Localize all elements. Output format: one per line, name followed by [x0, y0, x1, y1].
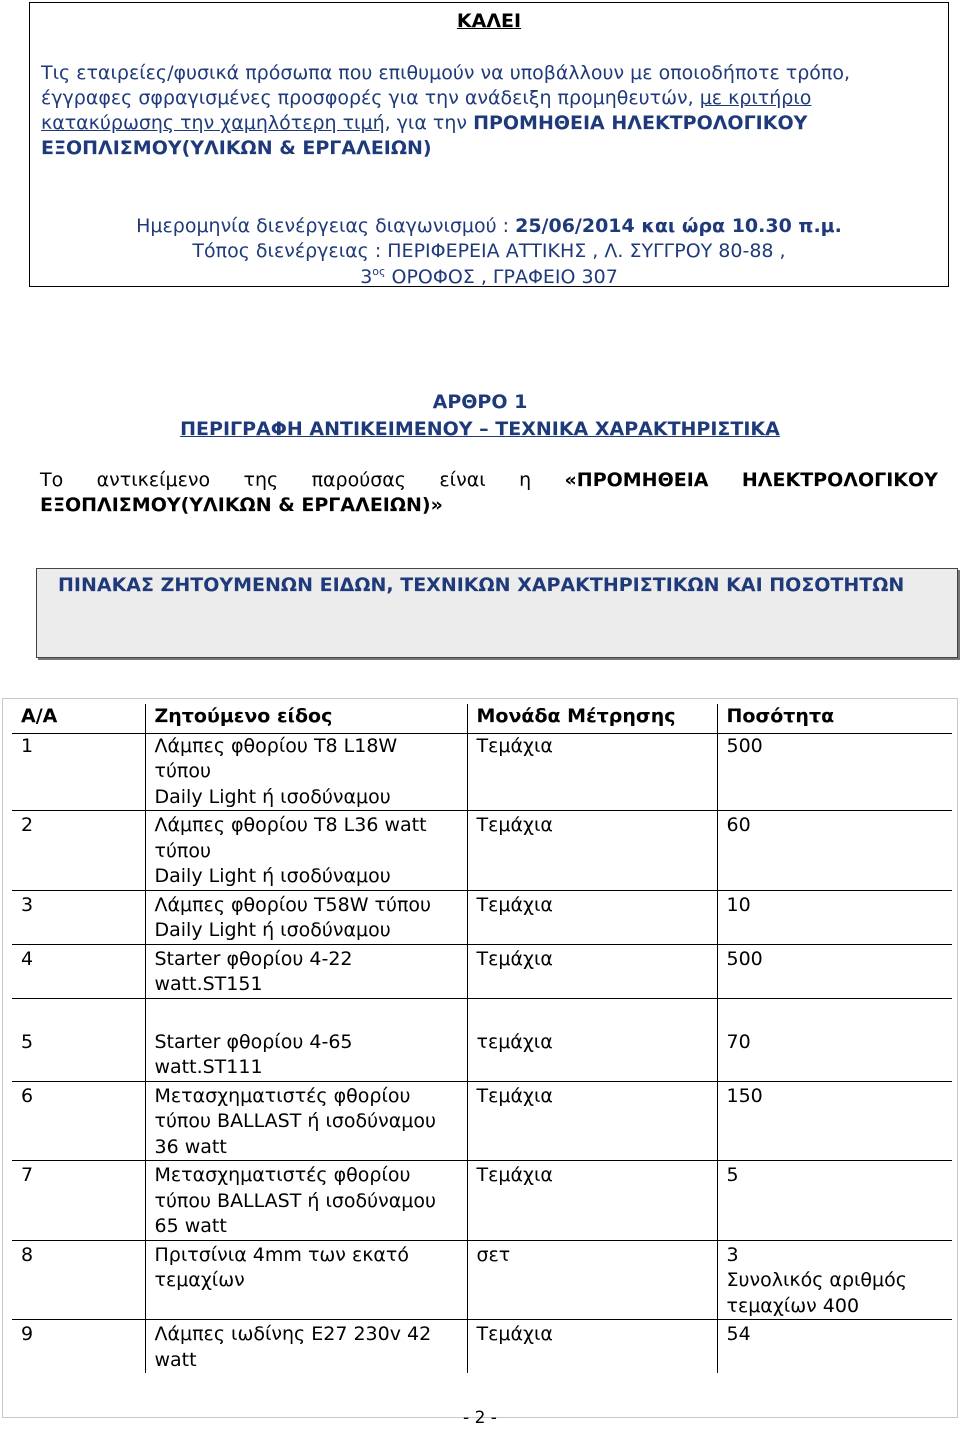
cell-unit: Τεμάχια [467, 1161, 717, 1241]
items-table-banner-title: ΠΙΝΑΚΑΣ ΖΗΤΟΥΜΕΝΩΝ ΕΙΔΩΝ, ΤΕΧΝΙΚΩΝ ΧΑΡΑΚΤΗΡΙΣΤΙΚΩΝ ΚΑΙ ΠΟΣΟΤΗΤΩΝ [58, 574, 905, 596]
subject-word: αντικείμενο [96, 469, 211, 491]
subject-word: Το [40, 469, 64, 491]
subject-sentence-line-1 [40, 468, 938, 493]
intro-text: Τις εταιρείες/φυσικά πρόσωπα που επιθυμούν να υποβάλλουν με οποιοδήποτε τρόπο, έγγραφες σφραγισμένες προσφορές για την ανάδειξη προμηθευτών, [41, 62, 851, 109]
cell-item: Λάμπες φθορίου T58W τύπου Daily Light ή ισοδύναμου [145, 890, 467, 944]
subject-word: η [519, 469, 532, 491]
column-header-unit: Μονάδα Μέτρησης [467, 704, 717, 733]
award-criterion: με κριτήριο κατακύρωσης την χαμηλότερη τιμή [41, 87, 812, 134]
cell-quantity: 10 [717, 890, 952, 944]
cell-aa: 2 [12, 811, 145, 891]
cell-aa: 4 [12, 944, 145, 998]
items-table-header-row [12, 704, 952, 733]
article-heading: ΠΕΡΙΓΡΑΦΗ ΑΝΤΙΚΕΙΜΕΝΟΥ – ΤΕΧΝΙΚΑ ΧΑΡΑΚΤΗΡΙΣΤΙΚΑ [180, 418, 780, 440]
cell-unit: Τεμάχια [467, 811, 717, 891]
cell-aa: 1 [21, 734, 34, 757]
floor-ordinal-suffix: ος [372, 265, 386, 278]
cell-aa: 3 [12, 890, 145, 944]
cell-quantity: 500 [717, 944, 952, 998]
article-number: ΑΡΘΡΟ 1 [432, 391, 528, 413]
cell-aa: 8 [12, 1240, 145, 1320]
cell-quantity: 3 Συνολικός αριθμός τεμαχίων 400 [717, 1240, 952, 1320]
tender-date-line [30, 214, 948, 239]
cell-aa: 7 [12, 1161, 145, 1241]
procurement-subject: ΠΡΟΜΗΘΕΙΑ ΗΛΕΚΤΡΟΛΟΓΙΚΟΥ ΕΞΟΠΛΙΣΜΟΥ(ΥΛΙΚΩΝ & ΕΡΓΑΛΕΙΩΝ) [41, 112, 808, 159]
tender-date-label: Ημερομηνία διενέργειας διαγωνισμού : [136, 215, 516, 237]
page-number: - 2 - [463, 1408, 497, 1428]
cell-item: Πριτσίνια 4mm των εκατό τεμαχίων [145, 1240, 467, 1320]
cell-item: Starter φθορίου 4-22 watt.ST151 [145, 944, 467, 998]
table-row [12, 1320, 952, 1374]
table-row [12, 811, 952, 891]
cell-quantity: 60 [717, 811, 952, 891]
subject-word: είναι [439, 469, 486, 491]
cell-item: Μετασχηματιστές φθορίου τύπου BALLAST ή ισοδύναμου 36 watt [145, 1081, 467, 1161]
cell-item: Starter φθορίου 4-65 watt.ST111 [145, 998, 467, 1081]
cell-item: Λάμπες φθορίου Τ8 L18W τύπου Daily Light ή ισοδύναμου [145, 733, 467, 811]
table-row [12, 998, 952, 1081]
table-row [12, 944, 952, 998]
floor-number: 3 [360, 266, 373, 288]
cell-unit: Τεμάχια [467, 1081, 717, 1161]
table-row [12, 890, 952, 944]
subject-bold-word: ΗΛΕΚΤΡΟΛΟΓΙΚΟΥ [741, 469, 938, 491]
tender-floor-office [30, 265, 948, 290]
cell-quantity: 5 [717, 1161, 952, 1241]
cell-unit: τεμάχια [467, 998, 717, 1081]
cell-quantity: 150 [717, 1081, 952, 1161]
items-table-banner [36, 568, 958, 658]
subject-bold-word: «ΠΡΟΜΗΘΕΙΑ [564, 469, 709, 491]
column-header-quantity: Ποσότητα [717, 704, 952, 733]
floor-office-text: ΟΡΟΦΟΣ , ΓΡΑΦΕΙΟ 307 [385, 266, 618, 288]
cell-item: Λάμπες ιωδίνης Ε27 230v 42 watt [145, 1320, 467, 1374]
cell-quantity: 70 [717, 998, 952, 1081]
cell-unit: Τεμάχια [467, 944, 717, 998]
items-table [12, 704, 952, 1373]
subject-word: της [243, 469, 279, 491]
cell-unit: σετ [467, 1240, 717, 1320]
column-header-item: Ζητούμενο είδος [145, 704, 467, 733]
cell-unit: Τεμάχια [467, 890, 717, 944]
cell-aa: 5 [12, 998, 145, 1081]
cell-aa: 6 [12, 1081, 145, 1161]
call-notice-box [29, 2, 949, 287]
call-intro-paragraph [41, 61, 936, 161]
table-row [12, 733, 952, 811]
tender-place: Τόπος διενέργειας : ΠΕΡΙΦΕΡΕΙΑ ΑΤΤΙΚΗΣ , Λ. ΣΥΓΓΡΟΥ 80-88 , [192, 240, 786, 262]
table-row [12, 1240, 952, 1320]
subject-sentence-line-2: ΕΞΟΠΛΙΣΜΟΥ(ΥΛΙΚΩΝ & ΕΡΓΑΛΕΙΩΝ)» [40, 494, 443, 516]
cell-quantity: 54 [717, 1320, 952, 1374]
call-title: ΚΑΛΕΙ [456, 10, 522, 32]
cell-unit: Τεμάχια [467, 733, 717, 811]
table-row [12, 1161, 952, 1241]
cell-aa: 9 [12, 1320, 145, 1374]
column-header-aa: Α/Α [12, 704, 145, 733]
cell-quantity: 500 [717, 733, 952, 811]
table-row [12, 1081, 952, 1161]
cell-unit: Τεμάχια [467, 1320, 717, 1374]
cell-item: Λάμπες φθορίου Τ8 L36 watt τύπου Daily Light ή ισοδύναμου [145, 811, 467, 891]
subject-word: παρούσας [311, 469, 406, 491]
cell-item: Μετασχηματιστές φθορίου τύπου BALLAST ή ισοδύναμου 65 watt [145, 1161, 467, 1241]
intro-text-2: , για την [384, 112, 474, 134]
tender-date-value: 25/06/2014 και ώρα 10.30 π.μ. [515, 215, 842, 237]
